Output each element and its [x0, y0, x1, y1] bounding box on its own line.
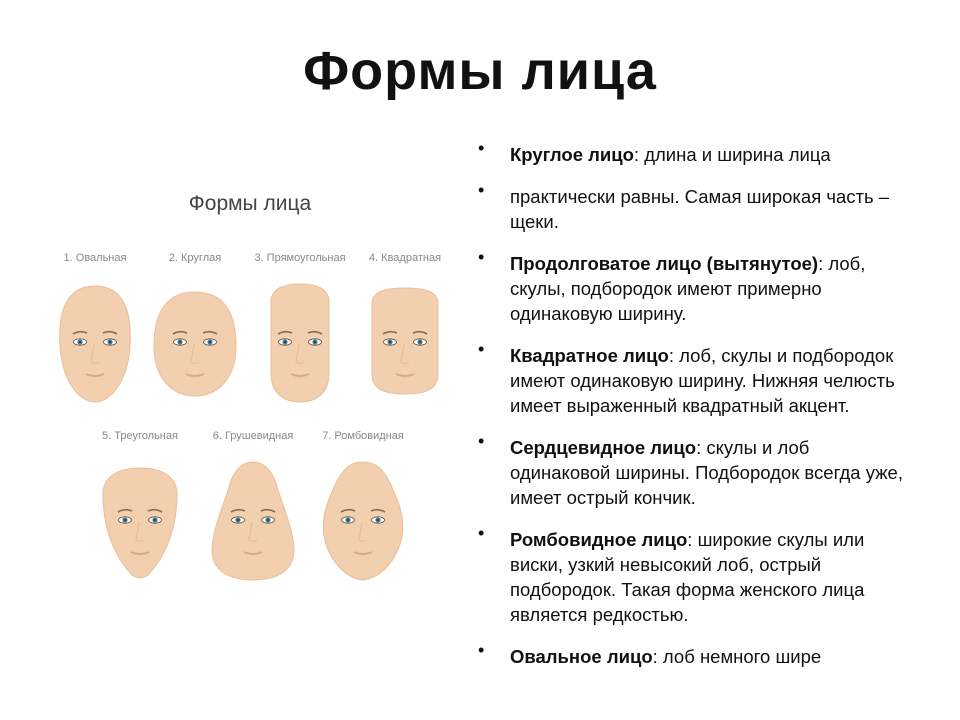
bullet-icon: •: [478, 180, 485, 200]
face-item: [308, 430, 418, 600]
item-term: Круглое лицо: [510, 144, 634, 165]
item-term: Квадратное лицо: [510, 345, 669, 366]
face-illustration: [350, 274, 460, 414]
list-item: [478, 431, 908, 510]
bullet-icon: •: [478, 431, 485, 451]
bullet-icon: •: [478, 640, 485, 660]
bullet-icon: •: [478, 339, 485, 359]
face-label: 2. Круглая: [168, 252, 222, 264]
item-term: Ромбовидное лицо: [510, 529, 688, 550]
face-illustration: [245, 274, 355, 414]
face-illustration: [198, 452, 308, 592]
bullet-icon: •: [478, 523, 485, 543]
face-label: 3. Прямоугольная: [254, 252, 346, 264]
face-illustration: [85, 452, 195, 592]
figure-title: Формы лица: [188, 192, 312, 215]
item-text: : лоб немного шире: [652, 646, 822, 667]
face-label: 1. Овальная: [63, 252, 127, 264]
item-term: Овальное лицо: [510, 646, 653, 667]
face-item: [85, 430, 195, 600]
bullet-icon: •: [478, 138, 485, 158]
list-item: [478, 640, 908, 669]
face-label: 5. Треугольная: [102, 430, 178, 442]
item-text: практически равны. Самая широкая часть – щеки.: [510, 186, 890, 232]
face-label: 4. Квадратная: [368, 252, 442, 264]
face-illustration: [140, 274, 250, 414]
page-title: Формы лица: [303, 41, 657, 101]
item-text: : лоб, скулы и подбородок имеют одинаковую ширину. Нижняя челюсть имеет выраженный квадратный акцент.: [510, 345, 895, 416]
face-illustration: [308, 452, 418, 592]
face-label: 7. Ромбовидная: [322, 430, 404, 442]
face-item: [350, 252, 460, 422]
face-item: [245, 252, 355, 422]
face-item: [198, 430, 308, 600]
face-item: [40, 252, 150, 422]
list-item: [478, 523, 908, 627]
face-shapes-figure: [40, 180, 460, 600]
item-text: : широкие скулы или виски, узкий невысокий лоб, острый подбородок. Такая форма женского лица является редкостью.: [510, 529, 865, 625]
bullet-icon: •: [478, 247, 485, 267]
list-item: [478, 339, 908, 418]
face-label: 6. Грушевидная: [212, 430, 294, 442]
item-text: : скулы и лоб одинаковой ширины. Подбородок всегда уже, имеет острый кончик.: [510, 437, 903, 508]
face-illustration: [40, 274, 150, 414]
list-item: [478, 247, 908, 326]
face-shape-list: [478, 138, 908, 686]
face-item: [140, 252, 250, 422]
item-text: : лоб, скулы, подбородок имеют примерно одинаковую ширину.: [510, 253, 866, 324]
item-term: Продолговатое лицо (вытянутое): [510, 253, 819, 274]
item-text: : длина и ширина лица: [633, 144, 831, 165]
list-item: [478, 180, 908, 234]
list-item: [478, 138, 908, 167]
item-term: Сердцевидное лицо: [510, 437, 697, 458]
